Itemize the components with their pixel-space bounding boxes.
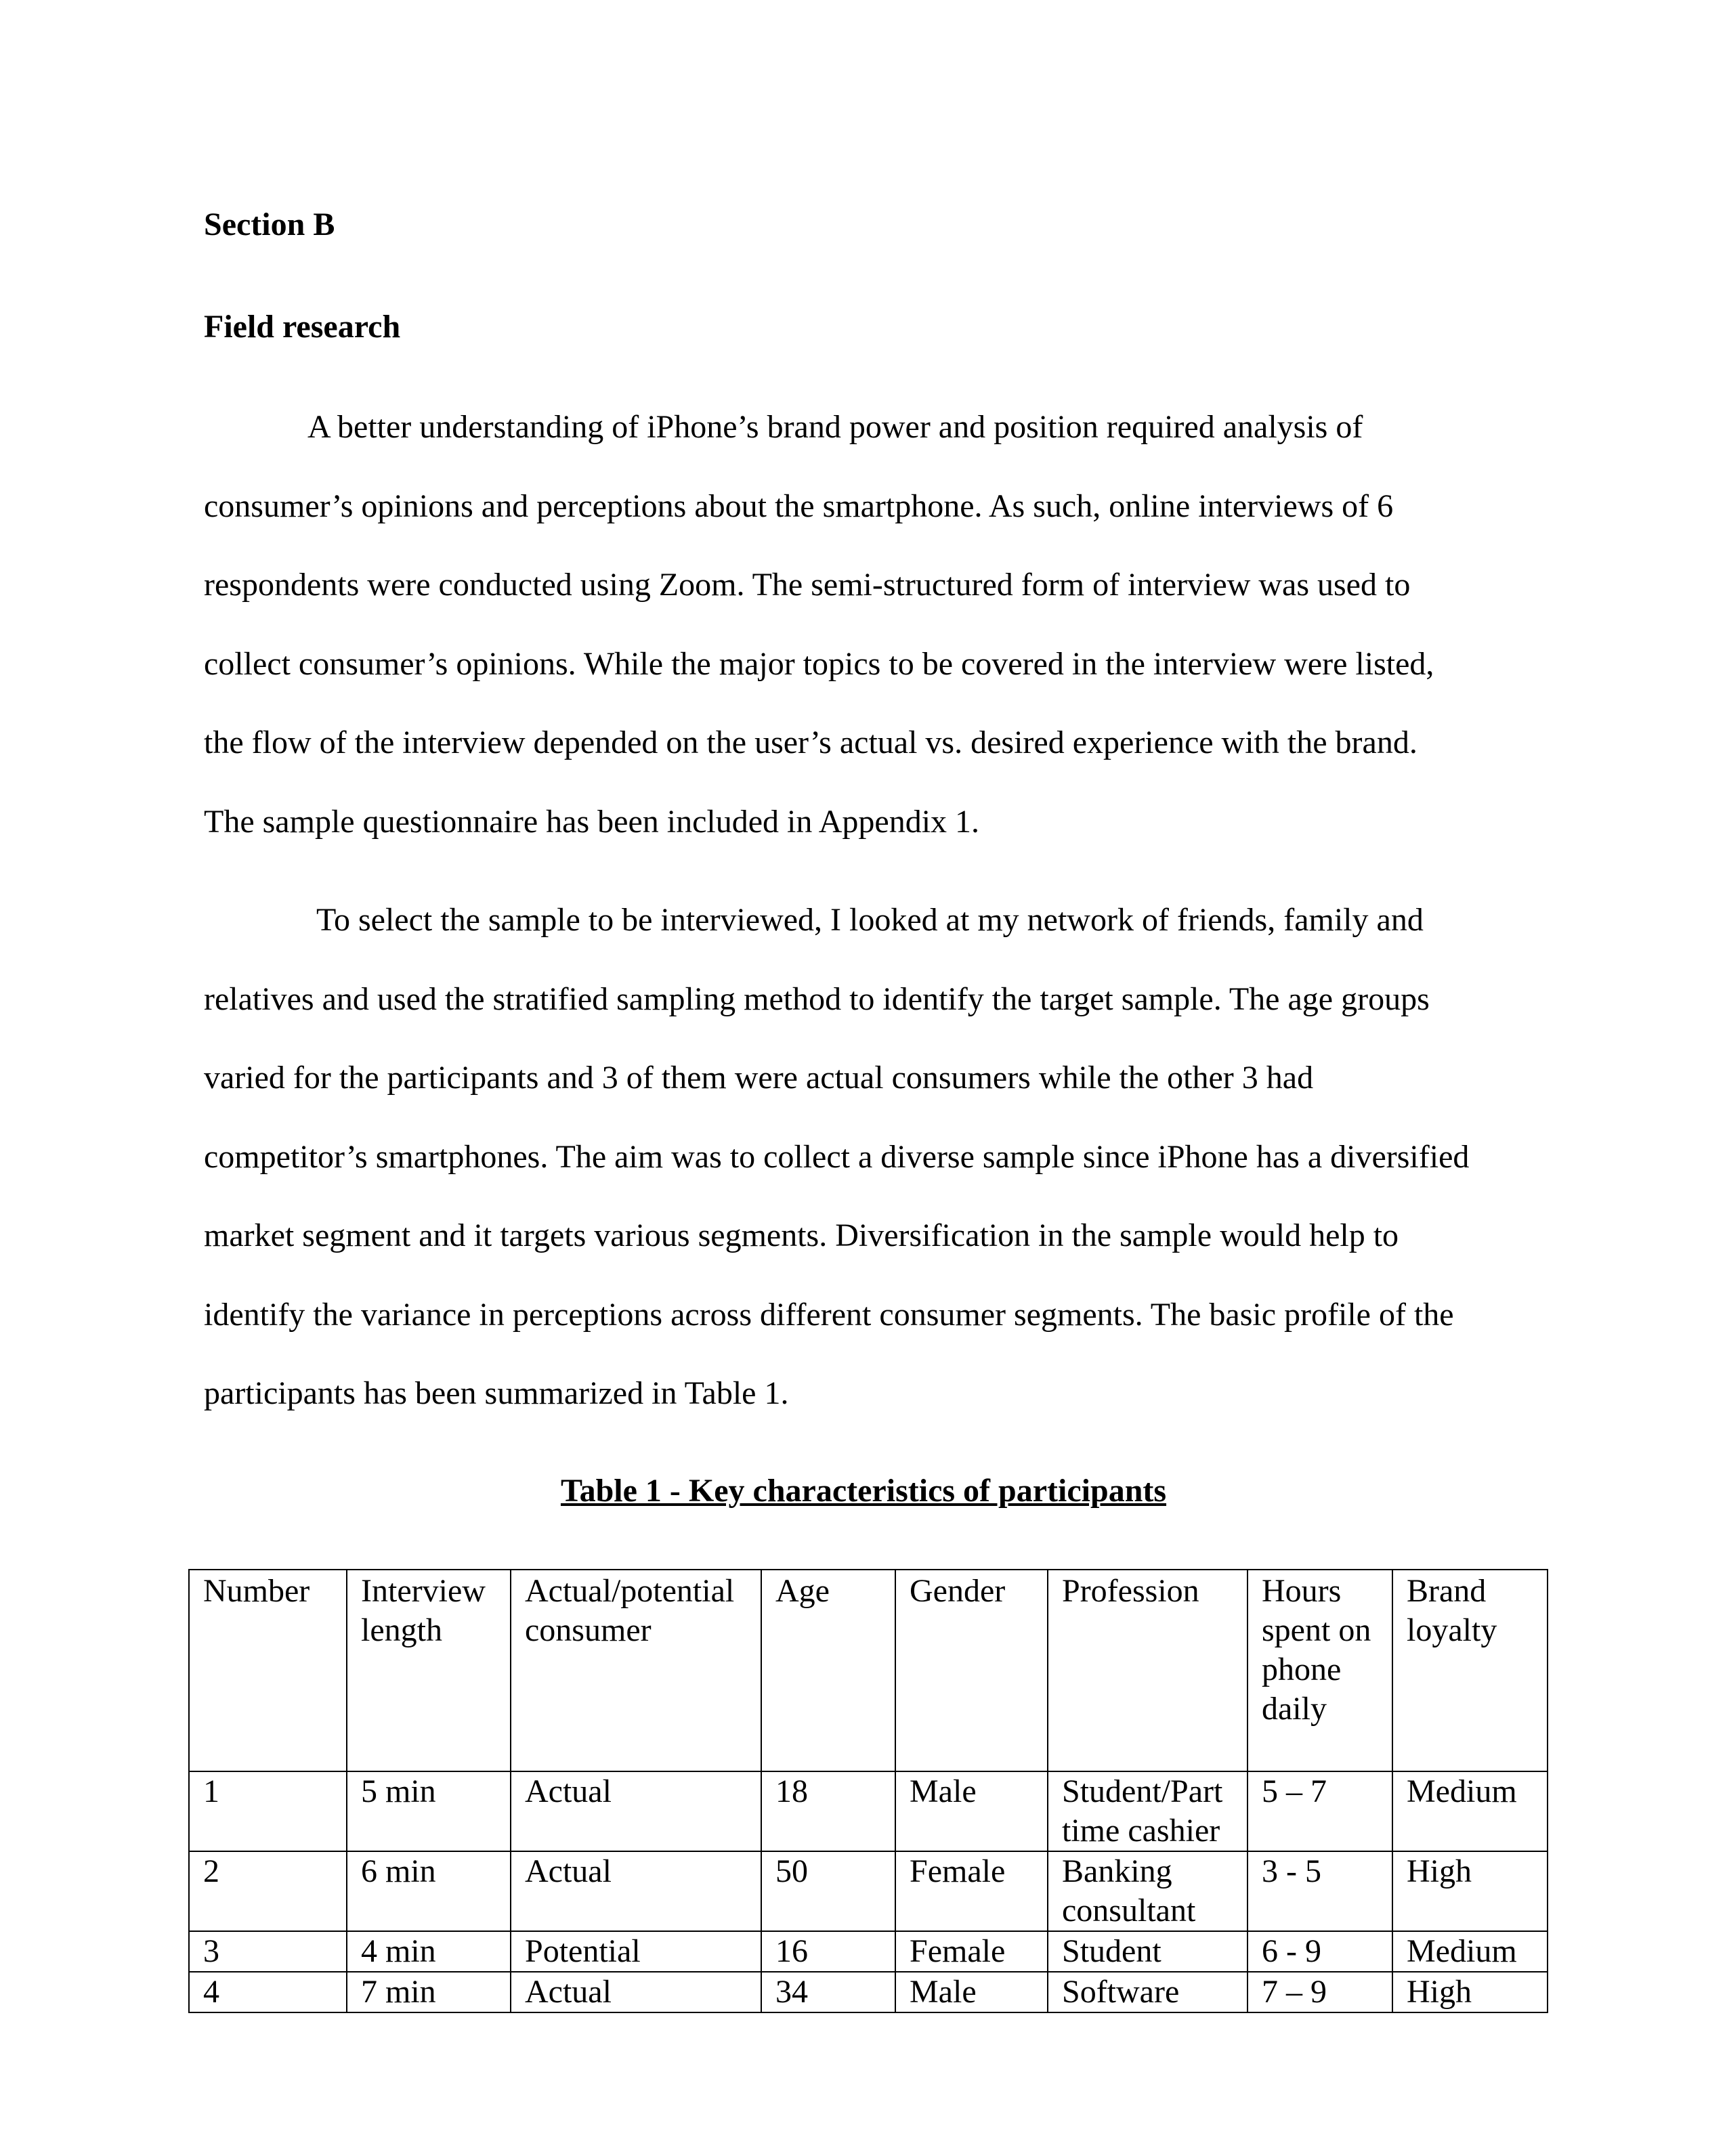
table-row [189,1931,1548,1972]
column-header-consumer-type: Actual/potential consumer [511,1570,761,1771]
cell-number: 3 [189,1931,347,1972]
table-header-row [189,1570,1548,1771]
cell-age: 16 [761,1931,895,1972]
cell-consumer-type: Actual [511,1771,761,1851]
cell-number: 2 [189,1851,347,1931]
paragraph-line: The sample questionnaire has been included in Appendix 1. [204,803,980,840]
cell-hours-daily: 7 – 9 [1248,1972,1392,2012]
participants-table [188,1569,1548,2013]
section-heading: Section B [204,207,335,242]
column-header-profession: Profession [1048,1570,1248,1771]
paragraph-line: varied for the participants and 3 of them were actual consumers while the other 3 had [204,1060,1314,1096]
table-caption: Table 1 - Key characteristics of participants [560,1473,1167,1509]
cell-consumer-type: Actual [511,1972,761,2012]
cell-interview-length: 5 min [347,1771,511,1851]
paragraph-line: A better understanding of iPhone’s brand power and position required analysis of [307,409,1363,445]
paragraph-line: relatives and used the stratified sampling method to identify the target sample. The age groups [204,980,1430,1017]
paragraph-line: identify the variance in perceptions across different consumer segments. The basic profile of the [204,1296,1454,1333]
cell-brand-loyalty: High [1392,1972,1548,2012]
column-header-gender: Gender [895,1570,1048,1771]
paragraph-1 [204,388,1545,861]
cell-number: 1 [189,1771,347,1851]
cell-profession: Banking consultant [1048,1851,1248,1931]
cell-interview-length: 6 min [347,1851,511,1931]
paragraph-line: consumer’s opinions and perceptions about the smartphone. As such, online interviews of 6 [204,488,1394,524]
paragraph-2 [204,881,1545,1433]
cell-consumer-type: Potential [511,1931,761,1972]
cell-profession: Software [1048,1972,1248,2012]
cell-profession: Student [1048,1931,1248,1972]
paragraph-line: market segment and it targets various segments. Diversification in the sample would help to [204,1217,1399,1253]
cell-consumer-type: Actual [511,1851,761,1931]
cell-gender: Female [895,1931,1048,1972]
table-row [189,1972,1548,2012]
cell-age: 50 [761,1851,895,1931]
paragraph-line: the flow of the interview depended on the user’s actual vs. desired experience with the brand. [204,725,1417,760]
column-header-brand-loyalty: Brand loyalty [1392,1570,1548,1771]
cell-gender: Male [895,1972,1048,2012]
cell-number: 4 [189,1972,347,2012]
cell-profession: Student/Part time cashier [1048,1771,1248,1851]
column-header-hours-daily: Hours spent on phone daily [1248,1570,1392,1771]
cell-gender: Male [895,1771,1048,1851]
column-header-number: Number [189,1570,347,1771]
paragraph-line: competitor’s smartphones. The aim was to collect a diverse sample since iPhone has a diversified [204,1138,1470,1175]
cell-age: 18 [761,1771,895,1851]
paragraph-line: participants has been summarized in Table 1. [204,1375,789,1411]
cell-brand-loyalty: Medium [1392,1931,1548,1972]
cell-hours-daily: 3 - 5 [1248,1851,1392,1931]
cell-age: 34 [761,1972,895,2012]
cell-brand-loyalty: High [1392,1851,1548,1931]
table-row [189,1771,1548,1851]
cell-hours-daily: 5 – 7 [1248,1771,1392,1851]
cell-gender: Female [895,1851,1048,1931]
cell-brand-loyalty: Medium [1392,1771,1548,1851]
column-header-age: Age [761,1570,895,1771]
cell-hours-daily: 6 - 9 [1248,1931,1392,1972]
column-header-interview-length: Interview length [347,1570,511,1771]
paragraph-line: collect consumer’s opinions. While the major topics to be covered in the interview were listed, [204,645,1434,682]
table-row [189,1851,1548,1931]
cell-interview-length: 7 min [347,1972,511,2012]
subheading: Field research [204,309,401,345]
paragraph-line: To select the sample to be interviewed, I looked at my network of friends, family and [316,902,1424,938]
paragraph-line: respondents were conducted using Zoom. The semi-structured form of interview was used to [204,567,1411,603]
cell-interview-length: 4 min [347,1931,511,1972]
